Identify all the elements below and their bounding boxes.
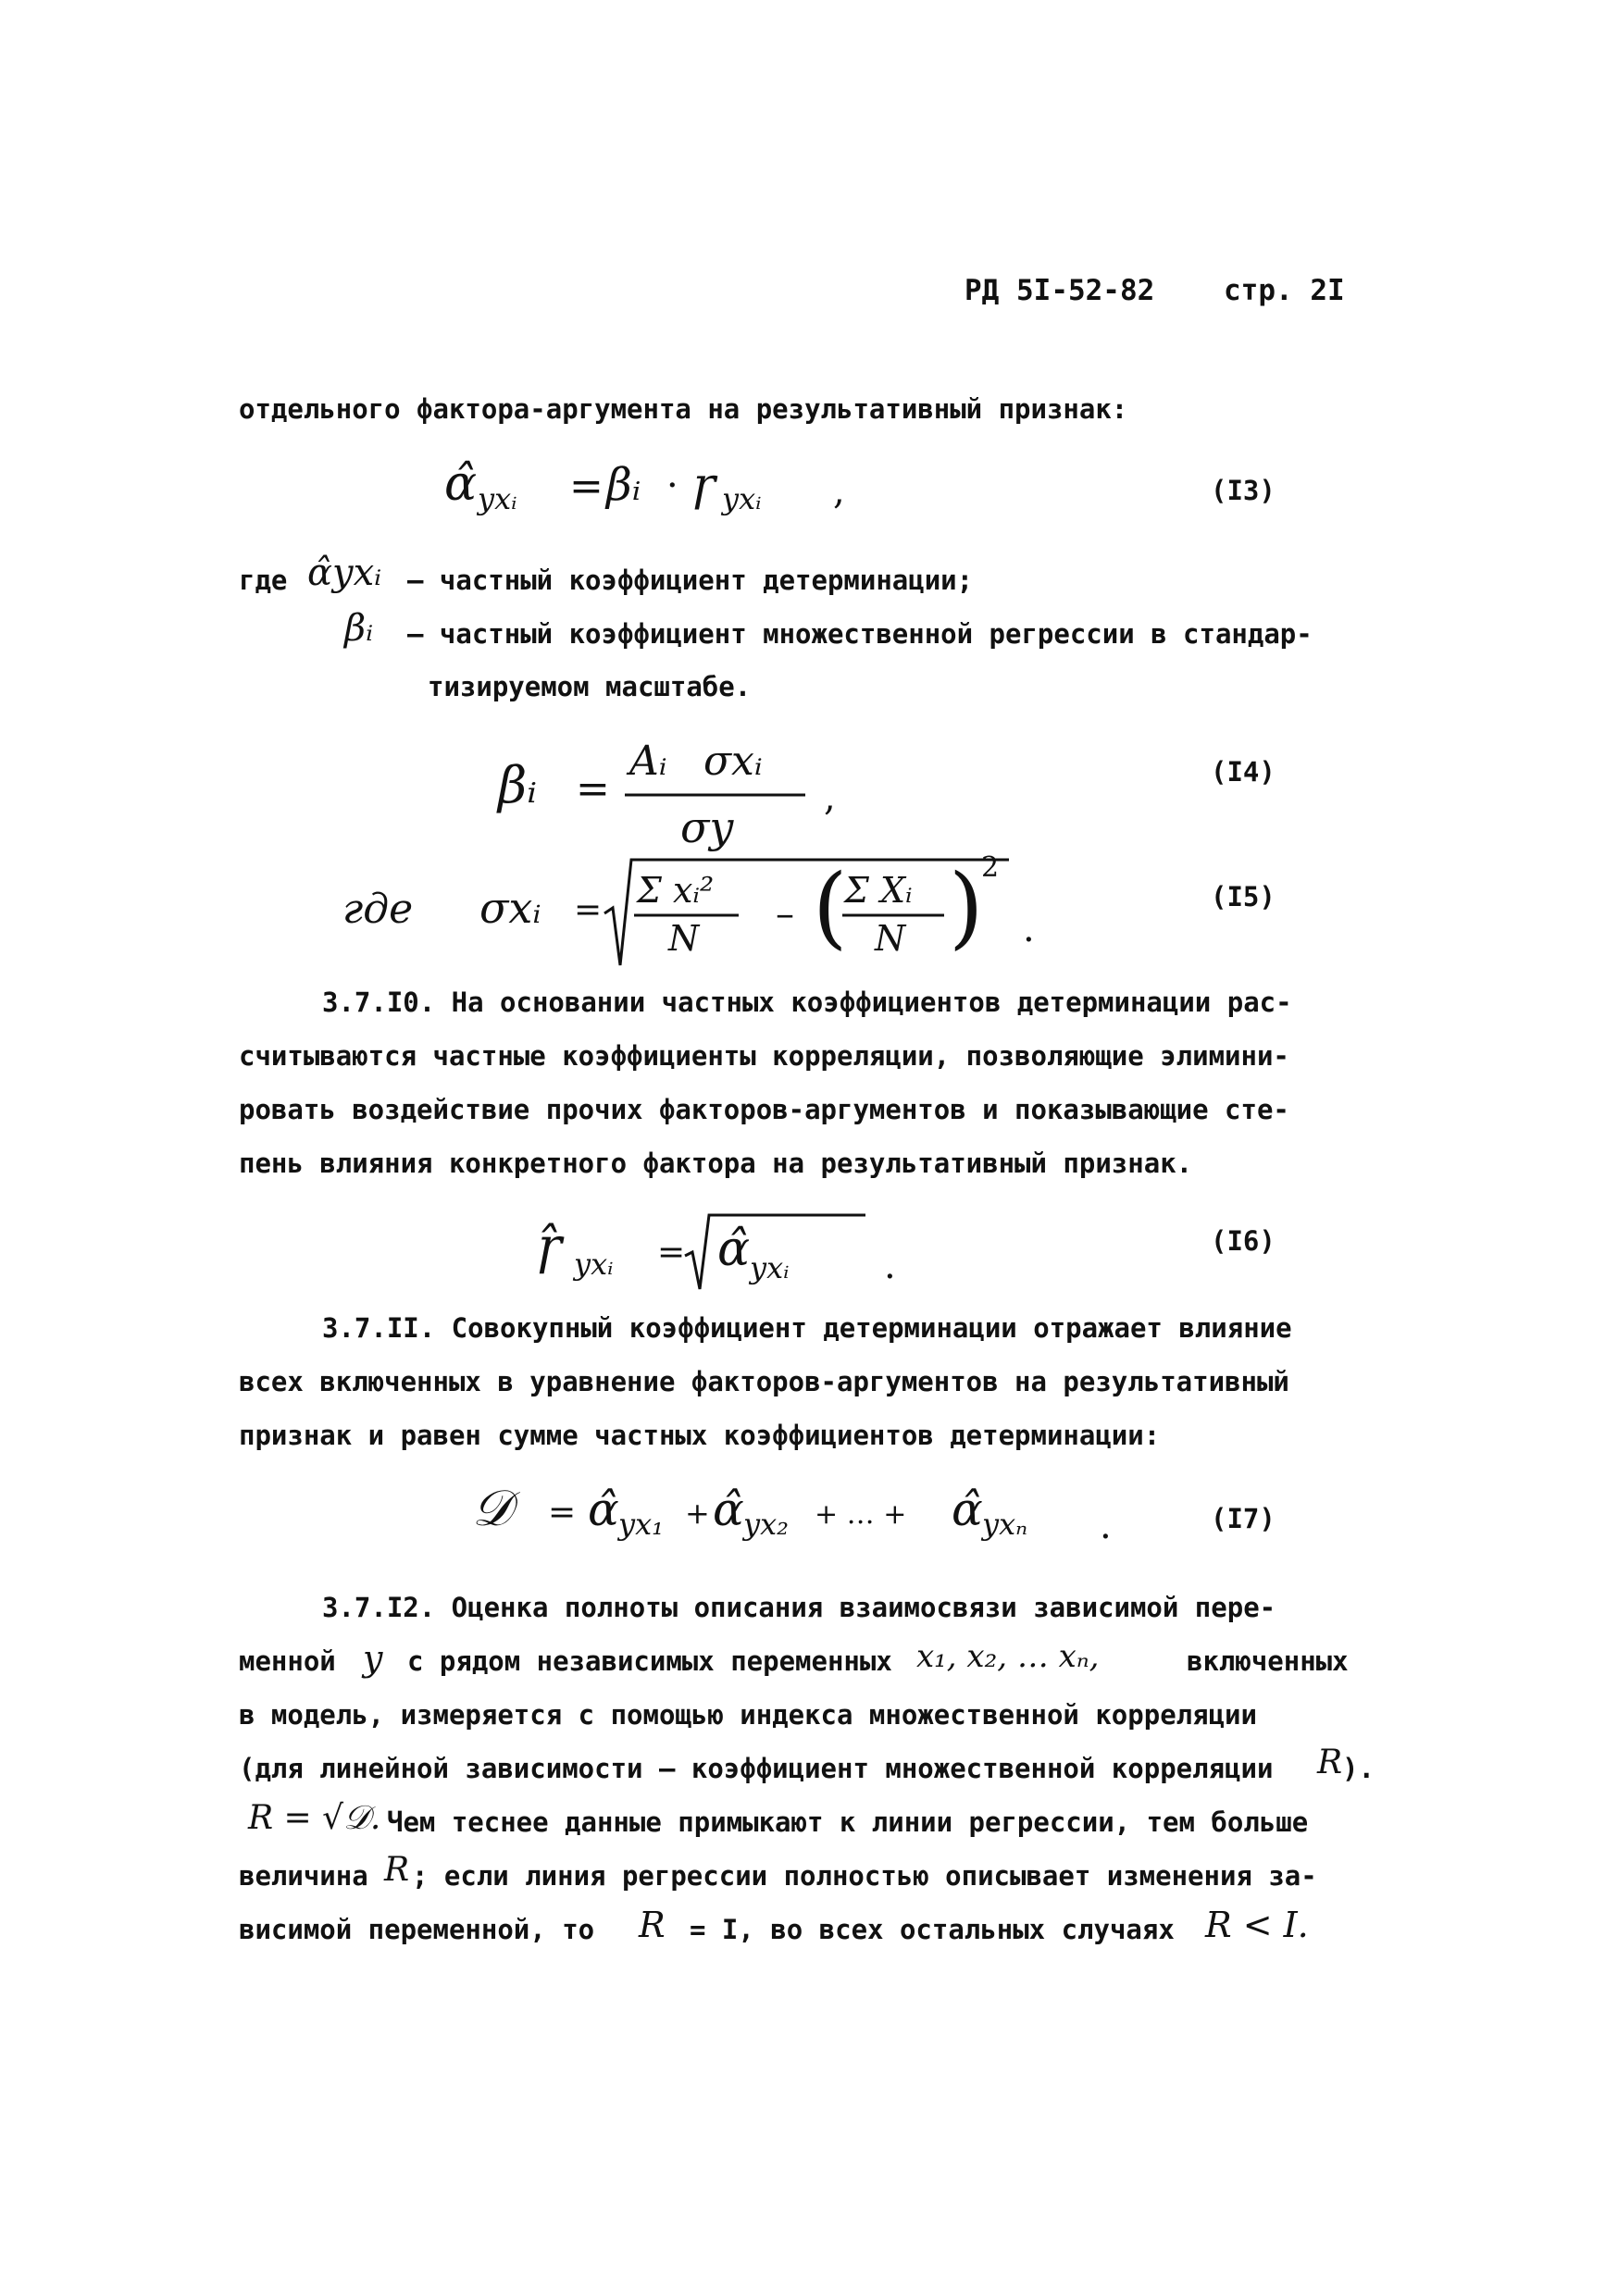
eq14-denominator: σy: [680, 802, 734, 852]
eq13-r: ɼ: [692, 457, 715, 511]
p3710-line-3: ровать воздействие прочих факторов-аргументов и показывающие сте-: [239, 1094, 1289, 1125]
equation-16: [528, 1189, 916, 1300]
p3712-line-2-c: включенных: [1187, 1645, 1349, 1677]
equation-number-17: (I7): [1211, 1503, 1276, 1534]
eq13-beta: βᵢ: [606, 459, 641, 511]
p3712-line-4-b: ).: [1342, 1753, 1375, 1784]
p3712-line-1: 3.7.I2. Оценка полноты описания взаимосвязи зависимой пере-: [322, 1592, 1276, 1623]
eq15-sum1: Σ xᵢ²: [637, 870, 715, 911]
where-desc-beta-1: – частный коэффициент множественной регрессии в стандар-: [407, 618, 1313, 650]
equation-number-15: (I5): [1211, 881, 1276, 912]
equation-17: [463, 1462, 1166, 1555]
eq13-lhs-sub: yxᵢ: [478, 481, 517, 516]
equation-number-14: (I4): [1211, 756, 1276, 788]
equation-15: [342, 838, 1064, 976]
eq17-term1: α̂: [588, 1483, 619, 1536]
p3710-line-2: считываются частные коэффициенты корреляции, позволяющие элимини-: [239, 1040, 1289, 1072]
where-label-1: где: [239, 565, 288, 596]
p3711-line-2: всех включенных в уравнение факторов-аргументов на результативный: [239, 1366, 1289, 1397]
eq17-term1-sub: yx₁: [618, 1507, 664, 1542]
eq15-equals: =: [574, 891, 603, 929]
p3712-symbol-r-2: R: [384, 1851, 410, 1889]
where-symbol-alpha: α̂yxᵢ: [307, 552, 382, 594]
eq17-equals: =: [548, 1494, 577, 1532]
eq13-lhs: α̂: [444, 456, 478, 512]
intro-text: отдельного фактора-аргумента на результативный признак:: [239, 393, 1128, 425]
p3710-line-4: пень влияния конкретного фактора на результативный признак.: [239, 1148, 1193, 1179]
eq16-rad-sub: yxᵢ: [750, 1250, 790, 1285]
eq15-exponent: 2: [981, 851, 1000, 884]
eq16-period: .: [884, 1245, 896, 1287]
p3712-line-6-b: ; если линия регрессии полностью описывает изменения за-: [412, 1860, 1317, 1892]
p3712-symbol-r-1: R: [1317, 1744, 1343, 1781]
eq15-sum2: Σ Xᵢ: [844, 870, 913, 911]
p3712-line-7-a: висимой переменной, то: [239, 1914, 595, 1945]
p3711-line-1: 3.7.II. Совокупный коэффициент детерминации отражает влияние: [322, 1312, 1292, 1344]
eq16-rad: α̂: [717, 1222, 751, 1277]
equation-13: [444, 442, 889, 526]
equation-number-16: (I6): [1211, 1225, 1276, 1257]
eq14-lhs: βᵢ: [498, 756, 538, 814]
p3712-symbol-y: y: [363, 1638, 383, 1679]
p3711-line-3: признак и равен сумме частных коэффициентов детерминации:: [239, 1420, 1161, 1451]
eq15-lhs: σxᵢ: [479, 883, 541, 933]
eq16-lhs: ɼ̂: [537, 1217, 561, 1275]
eq17-lhs: 𝒟: [472, 1479, 513, 1537]
eq13-r-sub: yxᵢ: [722, 481, 762, 516]
eq16-equals: =: [657, 1234, 686, 1272]
eq17-term2: α̂: [713, 1483, 744, 1536]
p3712-r-inequality: R < I.: [1205, 1905, 1309, 1945]
eq17-term2-sub: yx₂: [743, 1507, 789, 1542]
eq17-plus: +: [685, 1496, 710, 1531]
eq15-period: .: [1023, 908, 1035, 950]
p3712-r-definition: R = √𝒟.: [248, 1799, 381, 1837]
eq17-period: .: [1100, 1505, 1112, 1547]
p3710-line-1: 3.7.I0. На основании частных коэффициентов детерминации рас-: [322, 987, 1292, 1018]
p3712-line-7-b: = I, во всех остальных случаях: [690, 1914, 1175, 1945]
eq15-paren-open: (: [813, 855, 848, 959]
eq14-numerator-a: Aᵢ: [629, 738, 667, 785]
eq15-where: где: [342, 886, 414, 933]
p3712-line-5: Чем теснее данные примыкают к линии регрессии, тем больше: [387, 1806, 1309, 1838]
p3712-line-3: в модель, измеряется с помощью индекса множественной корреляции: [239, 1699, 1257, 1731]
eq15-n2: N: [875, 918, 906, 959]
eq13-equals: =: [569, 463, 604, 510]
p3712-line-6-a: величина: [239, 1860, 368, 1892]
eq13-dot: ·: [666, 465, 678, 507]
where-desc-beta-2: тизируемом масштабе.: [428, 671, 752, 702]
p3712-symbols-x: x₁, x₂, … xₙ,: [916, 1638, 1100, 1675]
p3712-line-2-b: с рядом независимых переменных: [407, 1645, 892, 1677]
eq14-numerator-sigma: σxᵢ: [703, 738, 763, 785]
eq15-minus: –: [776, 893, 794, 936]
p3712-line-2-a: менной: [239, 1645, 336, 1677]
eq17-term3-sub: yxₙ: [982, 1507, 1028, 1542]
eq16-lhs-sub: yxᵢ: [574, 1247, 614, 1282]
where-symbol-beta: βᵢ: [344, 607, 374, 650]
eq15-paren-close: ): [949, 855, 984, 959]
eq14-comma: ,: [824, 776, 836, 819]
p3712-line-4-a: (для линейной зависимости – коэффициент множественной корреляции: [239, 1753, 1274, 1784]
equation-number-13: (I3): [1211, 475, 1276, 506]
p3712-symbol-r-3: R: [639, 1905, 666, 1945]
eq15-n1: N: [668, 918, 700, 959]
document-code: РД 5I-52-82: [965, 274, 1155, 307]
eq17-dots: + … +: [815, 1498, 907, 1531]
eq17-term3: α̂: [952, 1483, 983, 1536]
eq14-equals: =: [576, 765, 610, 813]
where-desc-alpha: – частный коэффициент детерминации;: [407, 565, 974, 596]
page-number: стр. 2I: [1224, 274, 1345, 307]
eq13-comma: ,: [833, 470, 845, 513]
